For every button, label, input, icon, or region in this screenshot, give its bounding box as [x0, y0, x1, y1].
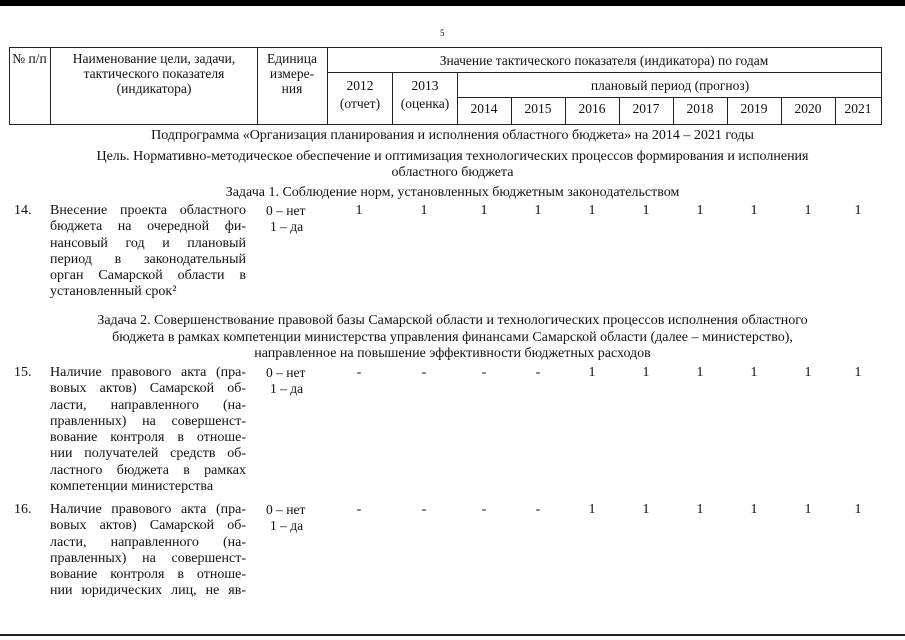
page-number: 5: [440, 28, 445, 38]
value-cell: 1: [804, 365, 812, 380]
goal-line: областного бюджета: [391, 165, 514, 180]
goal-line: Цель. Нормативно-методическое обеспечение и оптимизация технологических процессов формирования и исполнения: [96, 149, 809, 164]
value-cell: 1: [588, 365, 596, 380]
value-cell: 1: [642, 203, 650, 218]
task-2-title: бюджета в рамках компетенции министерства управления финансами Самарской области (далее – министерство),: [112, 330, 793, 345]
task-2-title: направленное на повышение эффективности бюджетных расходов: [254, 346, 651, 361]
bottom-border: [0, 634, 905, 636]
header-year: 2018: [686, 101, 714, 116]
value-cell: 1: [854, 365, 862, 380]
subprogram-title: Подпрограмма «Организация планирования и исполнения областного бюджета» на 2014 – 2021 годы: [151, 128, 754, 143]
header-name: Наименование цели, задачи, тактического показателя (индикатора): [72, 51, 236, 96]
value-cell: 1: [355, 203, 363, 218]
value-cell: -: [356, 502, 362, 517]
value-cell: -: [535, 365, 541, 380]
row-number: 15.: [14, 365, 32, 380]
unit-cell: 0 – нет 1 – да: [266, 365, 306, 396]
value-cell: 1: [588, 203, 596, 218]
unit-cell: 0 – нет 1 – да: [266, 502, 306, 533]
indicator-name: Внесение проекта областного бюджета на очередной фи- нансовый год и плановый период в законодательный орган Самарской области в установленный срок²: [50, 203, 246, 300]
indicator-name: Наличие правового акта (пра- вовых актов) Самарской об- ласти, направленного (на- правленных) на совершенст- вование контроля в отноше- нии юридических лиц, не яв-: [50, 502, 246, 599]
value-cell: 1: [642, 502, 650, 517]
header-values: Значение тактического показателя (индикатора) по годам: [439, 53, 769, 68]
header-2012: 2012 (отчет): [339, 78, 381, 111]
indicator-name: Наличие правового акта (пра- вовых актов) Самарской об- ласти, направленного (на- правленных) на совершенст- вование контроля в отноше- нии получателей средств об- ластного бюджета в рамках компетенции министерства: [50, 365, 246, 495]
row-number: 14.: [14, 203, 32, 218]
header-2013: 2013 (оценка): [400, 78, 450, 111]
value-cell: -: [481, 502, 487, 517]
value-cell: 1: [696, 203, 704, 218]
value-cell: 1: [420, 203, 428, 218]
header-year: 2016: [578, 101, 606, 116]
unit-cell: 0 – нет 1 – да: [266, 203, 306, 234]
value-cell: 1: [854, 203, 862, 218]
header-year: 2014: [470, 101, 498, 116]
value-cell: 1: [480, 203, 488, 218]
value-cell: -: [481, 365, 487, 380]
header-year: 2017: [632, 101, 660, 116]
value-cell: 1: [750, 365, 758, 380]
top-border: [0, 0, 905, 6]
value-cell: 1: [804, 203, 812, 218]
header-year: 2020: [794, 101, 822, 116]
header-unit: Единица измере- ния: [266, 51, 317, 96]
task-1-title: Задача 1. Соблюдение норм, установленных бюджетным законодательством: [225, 185, 680, 200]
value-cell: 1: [642, 365, 650, 380]
header-num: № п/п: [12, 51, 47, 66]
value-cell: 1: [854, 502, 862, 517]
value-cell: 1: [750, 203, 758, 218]
row-number: 16.: [14, 502, 32, 517]
header-year: 2019: [740, 101, 768, 116]
value-cell: -: [356, 365, 362, 380]
header-year: 2021: [844, 101, 872, 116]
value-cell: 1: [534, 203, 542, 218]
value-cell: 1: [804, 502, 812, 517]
value-cell: -: [421, 502, 427, 517]
task-2-title: Задача 2. Совершенствование правовой базы Самарской области и технологических процессов исполнения областного: [97, 313, 808, 328]
value-cell: 1: [588, 502, 596, 517]
value-cell: -: [421, 365, 427, 380]
value-cell: 1: [696, 365, 704, 380]
header-year: 2015: [524, 101, 552, 116]
header-planned-period: плановый период (прогноз): [590, 78, 750, 93]
value-cell: 1: [696, 502, 704, 517]
value-cell: 1: [750, 502, 758, 517]
value-cell: -: [535, 502, 541, 517]
